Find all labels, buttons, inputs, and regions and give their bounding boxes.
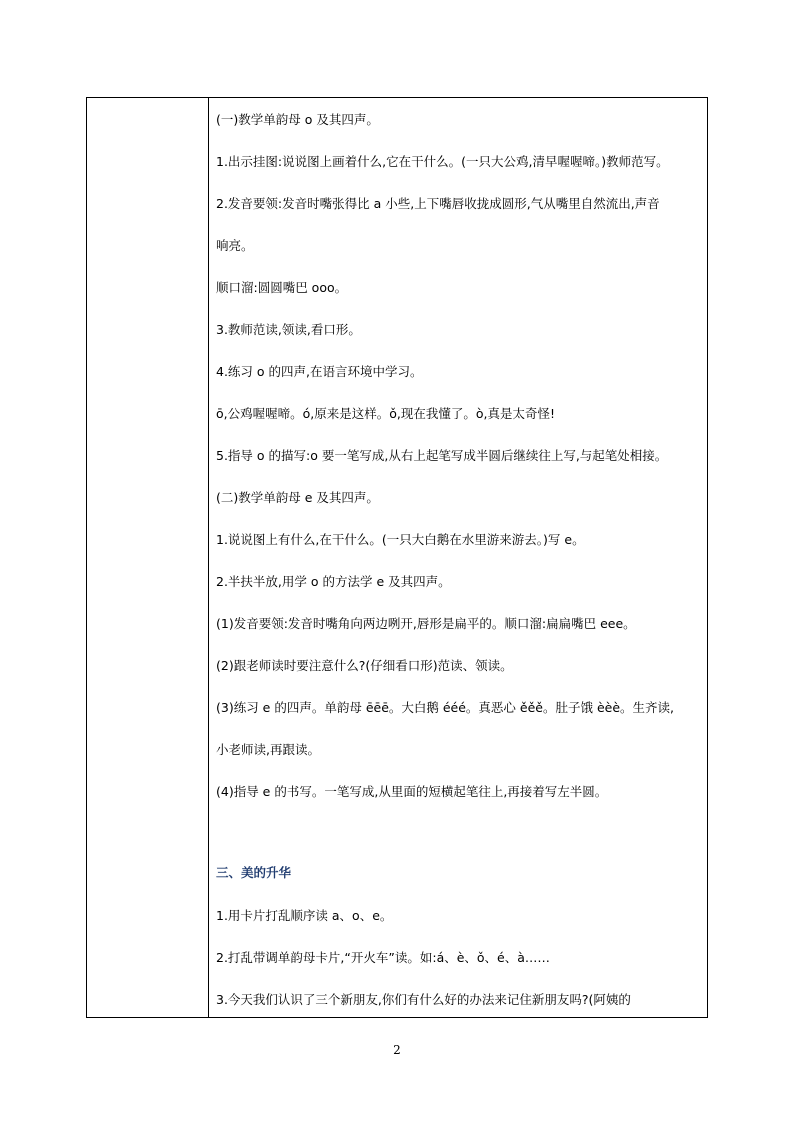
text-line: 3.教师范读,领读,看口形。 xyxy=(216,322,361,337)
column-divider xyxy=(208,98,209,1017)
text-line: 响亮。 xyxy=(216,238,254,253)
text-line: 1.说说图上有什么,在干什么。(一只大白鹅在水里游来游去。)写 e。 xyxy=(216,532,585,547)
text-line: 5.指导 o 的描写:o 要一笔写成,从右上起笔写成半圆后继续往上写,与起笔处相接。 xyxy=(216,448,668,463)
text-line: 2.半扶半放,用学 o 的方法学 e 及其四声。 xyxy=(216,574,451,589)
text-line: 2.发音要领:发音时嘴张得比 a 小些,上下嘴唇收拢成圆形,气从嘴里自然流出,声音 xyxy=(216,196,660,211)
lesson-plan-table xyxy=(86,97,708,1018)
text-line: (二)教学单韵母 e 及其四声。 xyxy=(216,490,379,505)
text-line: 小老师读,再跟读。 xyxy=(216,742,320,757)
section-heading: 三、美的升华 xyxy=(216,865,292,880)
text-line: (2)跟老师读时要注意什么?(仔细看口形)范读、领读。 xyxy=(216,658,513,673)
text-line: ō,公鸡喔喔啼。ó,原来是这样。ǒ,现在我懂了。ò,真是太奇怪! xyxy=(216,406,555,421)
text-line: 1.出示挂图:说说图上画着什么,它在干什么。(一只大公鸡,清早喔喔啼。)教师范写。 xyxy=(216,154,669,169)
text-line: (1)发音要领:发音时嘴角向两边咧开,唇形是扁平的。顺口溜:扁扁嘴巴 eee。 xyxy=(216,616,636,631)
text-line: 顺口溜:圆圆嘴巴 ooo。 xyxy=(216,280,348,295)
text-line: 3.今天我们认识了三个新朋友,你们有什么好的办法来记住新朋友吗?(阿姨的 xyxy=(216,992,631,1007)
text-line: (一)教学单韵母 o 及其四声。 xyxy=(216,112,379,127)
text-line: (4)指导 e 的书写。一笔写成,从里面的短横起笔往上,再接着写左半圆。 xyxy=(216,784,608,799)
text-line: (3)练习 e 的四声。单韵母 ēēē。大白鹅 ééé。真恶心 ěěě。肚子饿 èèè。生齐读, xyxy=(216,700,674,715)
text-line: 1.用卡片打乱顺序读 a、o、e。 xyxy=(216,908,393,923)
text-line: 4.练习 o 的四声,在语言环境中学习。 xyxy=(216,364,423,379)
page-number: 2 xyxy=(393,1043,401,1057)
text-line: 2.打乱带调单韵母卡片,“开火车”读。如:á、è、ǒ、é、à…… xyxy=(216,950,550,965)
